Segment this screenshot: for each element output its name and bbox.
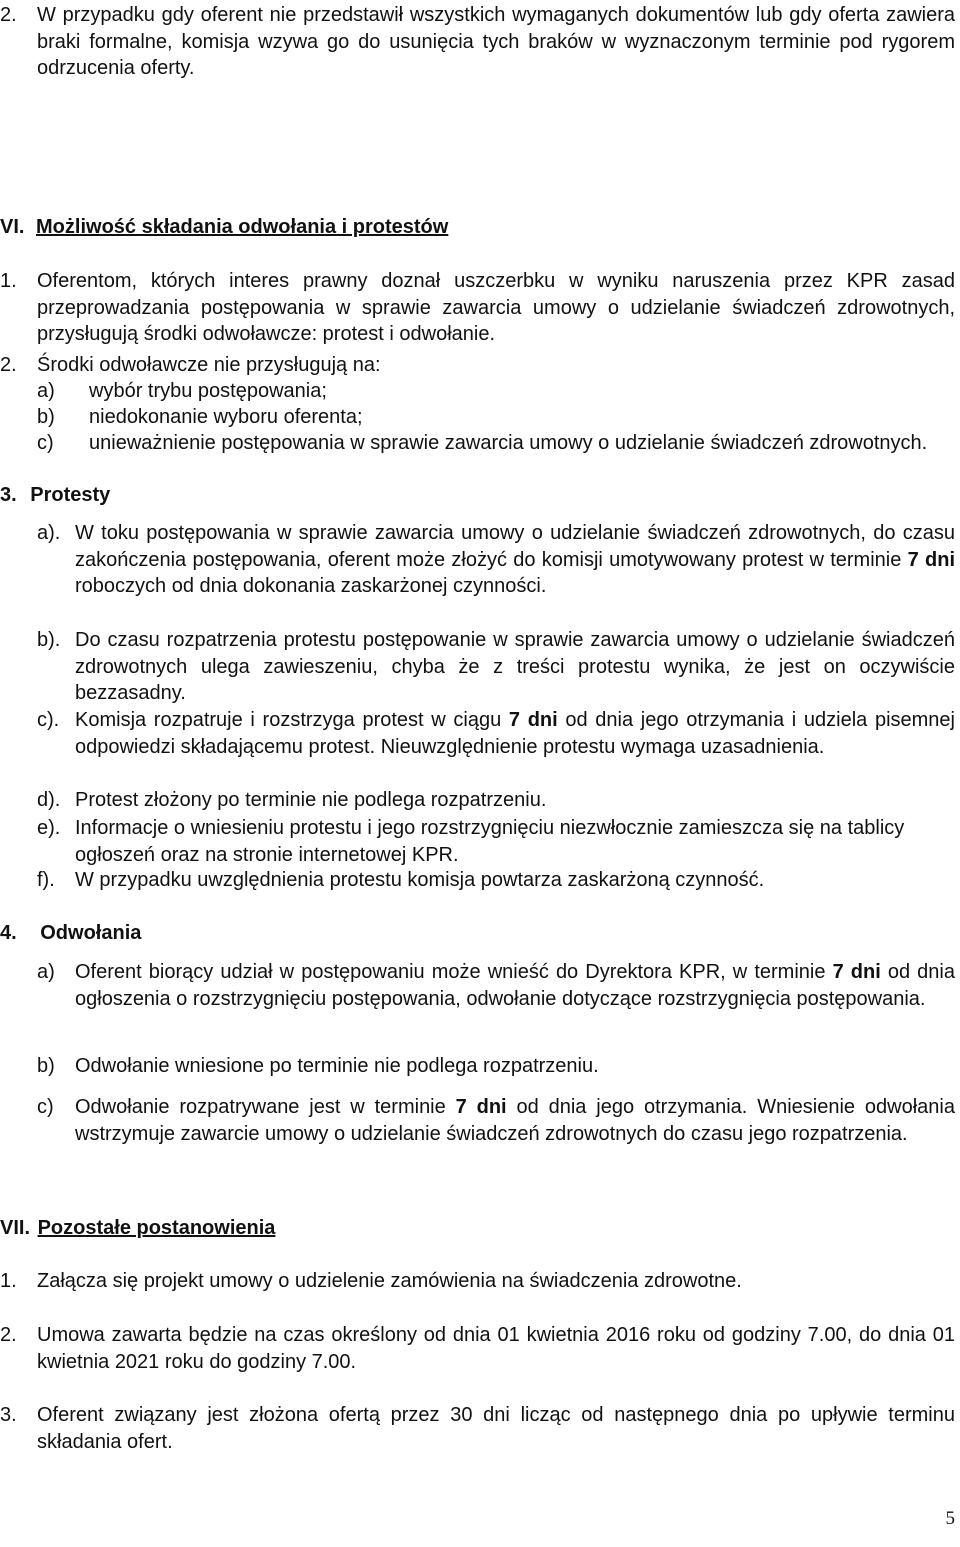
subheading-title: Odwołania	[40, 922, 142, 944]
item-number: 4.	[0, 922, 17, 944]
paragraph-vi-2	[0, 352, 955, 379]
list-vi-2	[37, 378, 955, 457]
protest-item-e	[37, 815, 955, 868]
text-segment: od dnia jego otrzymania. Wniesienie odwołania wstrzymuje zawarcie umowy o udzielanie świadczeń zdrowotnych do czasu jego rozpatrzenia.	[75, 1096, 955, 1145]
appeal-item-a	[37, 959, 955, 1012]
item-text: niedokonanie wyboru oferenta;	[89, 406, 363, 428]
protest-item-c	[37, 707, 955, 760]
paragraph-vi-1	[0, 268, 955, 348]
paragraph-vii-3	[0, 1402, 955, 1455]
item-label: c)	[37, 1096, 54, 1118]
subheading-odwolania	[0, 920, 400, 947]
item-label: d).	[37, 789, 61, 811]
section-heading-vii	[0, 1215, 700, 1242]
paragraph-text: Załącza się projekt umowy o udzielenie zamówienia na świadczenia zdrowotne.	[37, 1270, 742, 1292]
item-label: b)	[37, 1055, 55, 1077]
protest-item-d	[37, 787, 955, 814]
section-number: VII.	[0, 1217, 31, 1239]
subheading-protesty	[0, 482, 400, 509]
paragraph-top-2	[0, 2, 955, 82]
item-label: a).	[37, 522, 61, 544]
list-item	[37, 430, 955, 457]
subheading-title: Protesty	[30, 484, 111, 506]
bold-term: 7 dni	[455, 1096, 507, 1118]
item-label: a)	[37, 380, 55, 402]
paragraph-text: Oferent związany jest złożona ofertą przez 30 dni licząc od następnego dnia po upływie terminu składania ofert.	[37, 1404, 955, 1453]
item-number: 1.	[0, 270, 17, 292]
item-text: W przypadku uwzględnienia protestu komisja powtarza zaskarżoną czynność.	[75, 869, 765, 891]
appeal-item-b	[37, 1053, 955, 1080]
paragraph-text: Umowa zawarta będzie na czas określony od dnia 01 kwietnia 2016 roku od godziny 7.00, do dnia 01 kwietnia 2021 roku do godziny 7.00.	[37, 1324, 955, 1373]
list-item	[37, 404, 955, 430]
item-number: 1.	[0, 1270, 17, 1292]
item-label: a)	[37, 961, 55, 983]
item-number: 3.	[0, 484, 17, 506]
item-number: 2.	[0, 354, 17, 376]
item-text: Odwołanie wniesione po terminie nie podlega rozpatrzeniu.	[75, 1055, 599, 1077]
protest-item-b	[37, 627, 955, 707]
item-number: 3.	[0, 1404, 17, 1426]
item-text	[75, 707, 955, 760]
item-number: 2.	[0, 4, 17, 26]
item-text	[75, 1094, 955, 1147]
item-label: c)	[37, 432, 54, 454]
paragraph-vii-2	[0, 1322, 955, 1375]
section-title: Możliwość składania odwołania i protestów	[36, 216, 449, 238]
item-label: c).	[37, 709, 60, 731]
protest-item-a	[37, 520, 955, 600]
bold-term: 7 dni	[508, 709, 558, 731]
text-segment: od dnia jego otrzymania i udziela pisemnej odpowiedzi składającemu protest. Nieuwzględnienie protestu wymaga uzasadnienia.	[75, 709, 955, 758]
item-text: Informacje o wniesieniu protestu i jego rozstrzygnięciu niezwłocznie zamieszcza się na tablicy ogłoszeń oraz na stronie internetowej KPR.	[75, 817, 905, 866]
text-segment: Odwołanie rozpatrywane jest w terminie	[75, 1096, 456, 1118]
item-text: wybór trybu postępowania;	[89, 380, 327, 402]
text-segment: od dnia ogłoszenia o rozstrzygnięciu postępowania, odwołanie dotyczące rozstrzygnięcia postępowania.	[75, 961, 955, 1010]
item-text: Do czasu rozpatrzenia protestu postępowanie w sprawie zawarcia umowy o udzielanie świadczeń zdrowotnych ulega zawieszeniu, chyba że z treści protestu wynika, że jest on oczywiście bezzasadny.	[75, 629, 955, 704]
paragraph-text: Środki odwoławcze nie przysługują na:	[37, 354, 381, 376]
appeal-item-c	[37, 1094, 955, 1147]
text-segment: Komisja rozpatruje i rozstrzyga protest w ciągu	[75, 709, 509, 731]
section-title: Pozostałe postanowienia	[37, 1217, 276, 1239]
item-text: unieważnienie postępowania w sprawie zawarcia umowy o udzielanie świadczeń zdrowotnych.	[89, 432, 928, 454]
paragraph-vii-1	[0, 1268, 955, 1295]
item-text	[75, 520, 955, 600]
text-segment: W toku postępowania w sprawie zawarcia umowy o udzielanie świadczeń zdrowotnych, do czasu zakończenia postępowania, oferent może złożyć do komisji umotywowany protest w terminie	[75, 522, 955, 571]
item-label: f).	[37, 869, 55, 891]
bold-term: 7 dni	[907, 548, 956, 571]
item-number: 2.	[0, 1324, 17, 1346]
protest-item-f	[37, 867, 955, 894]
text-segment: Oferent biorący udział w postępowaniu może wnieść do Dyrektora KPR, w terminie	[75, 961, 833, 983]
item-label: b)	[37, 406, 55, 428]
list-item	[37, 378, 955, 404]
text-segment: roboczych od dnia dokonania zaskarżonej czynności.	[75, 575, 547, 597]
item-label: e).	[37, 817, 61, 839]
section-number: VI.	[0, 216, 25, 238]
item-text	[75, 959, 955, 1012]
paragraph-text: W przypadku gdy oferent nie przedstawił wszystkich wymaganych dokumentów lub gdy oferta zawiera braki formalne, komisja wzywa go do usunięcia tych braków w wyznaczonym terminie pod rygorem odrzucenia oferty.	[37, 4, 955, 79]
item-text: Protest złożony po terminie nie podlega rozpatrzeniu.	[75, 789, 547, 811]
paragraph-text: Oferentom, których interes prawny doznał uszczerbku w wyniku naruszenia przez KPR zasad przeprowadzania postępowania w sprawie zawarcia umowy o udzielanie świadczeń zdrowotnych, przysługują środki odwoławcze: protest i odwołanie.	[37, 270, 955, 345]
item-label: b).	[37, 629, 61, 651]
page-number: 5	[945, 1508, 955, 1529]
section-heading-vi	[0, 214, 700, 241]
bold-term: 7 dni	[832, 961, 881, 983]
